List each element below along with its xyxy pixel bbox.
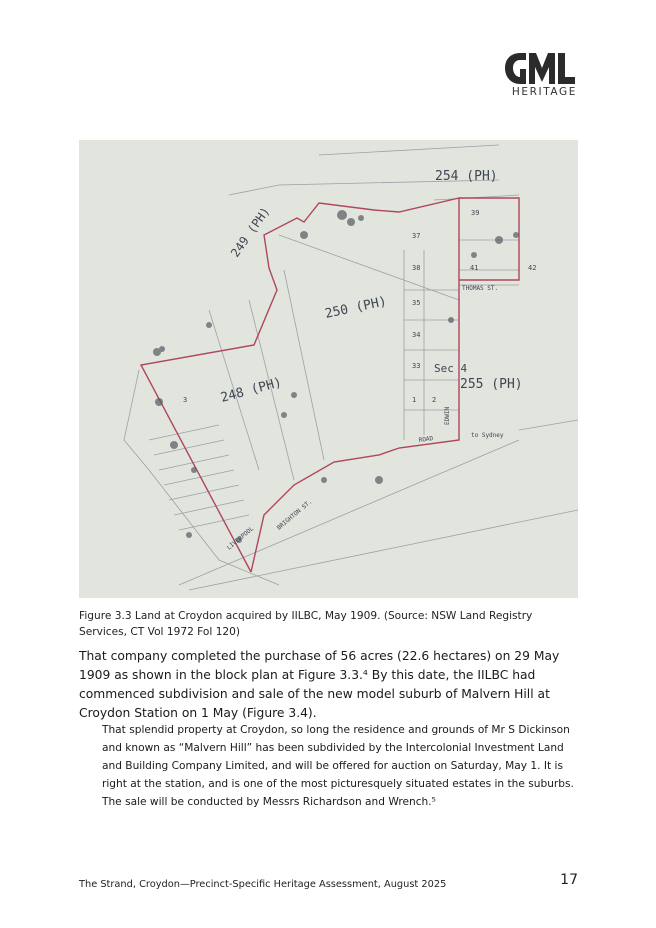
label-lot-41: 41 — [470, 264, 479, 272]
label-248: 248 (PH) — [219, 375, 284, 406]
label-road: ROAD — [418, 435, 434, 444]
figure-caption: Figure 3.3 Land at Croydon acquired by IILBC, May 1909. (Source: NSW Land Registry Services, CT Vol 1972 Fol 120) — [79, 610, 533, 638]
label-liverpool: LIVERPOOL — [225, 525, 256, 552]
label-lot-35: 35 — [412, 299, 421, 307]
label-lot-34: 34 — [412, 331, 421, 339]
label-lot-3: 3 — [183, 396, 188, 404]
label-to-sydney: to Sydney — [471, 432, 504, 439]
gml-heritage-logo — [503, 52, 577, 98]
label-lot-39: 39 — [471, 209, 480, 217]
label-thomas-st: THOMAS ST. — [462, 285, 499, 292]
label-250: 250 (PH) — [323, 294, 389, 322]
block-plan-svg — [79, 140, 578, 598]
label-lot-1: 1 — [412, 396, 417, 404]
label-lot-38: 38 — [412, 264, 421, 272]
logo-subtext: HERITAGE — [511, 86, 577, 98]
label-lot-37: 37 — [412, 232, 421, 240]
label-254: 254 (PH) — [435, 169, 498, 184]
gml-logo-mark — [503, 52, 577, 86]
label-lot-2: 2 — [432, 396, 437, 404]
label-lot-33: 33 — [412, 362, 421, 370]
label-brighton-st: BRIGHTON ST. — [275, 498, 314, 532]
page-number: 17 — [560, 872, 578, 888]
block-quote: That splendid property at Croydon, so long the residence and grounds of Mr S Dickinson and known as “Malvern Hill” has been subdivided by the Intercolonial Investment Land and Building Company Limited, and will be offered for auction on Saturday, May 1. It is right at the station, and is one of the most picturesquely situated estates in the suburbs. The sale will be conducted by Messrs Richardson and Wrench.⁵ — [102, 724, 574, 808]
label-lot-42: 42 — [528, 264, 537, 272]
body-paragraph: That company completed the purchase of 56 acres (22.6 hectares) on 29 May 1909 as shown in the block plan at Figure 3.3.⁴ By this date, the IILBC had commenced subdivision and sale of the new model suburb of Malvern Hill at Croydon Station on 1 May (Figure 3.4). — [79, 649, 560, 720]
label-sec-4: Sec 4 — [434, 362, 468, 375]
label-255: 255 (PH) — [460, 377, 523, 392]
label-249: 249 (PH) — [227, 204, 273, 260]
footer-text: The Strand, Croydon—Precinct-Specific Heritage Assessment, August 2025 — [79, 879, 447, 890]
label-edwin: EDWIN — [444, 406, 451, 425]
figure-3-3-map — [79, 140, 578, 598]
